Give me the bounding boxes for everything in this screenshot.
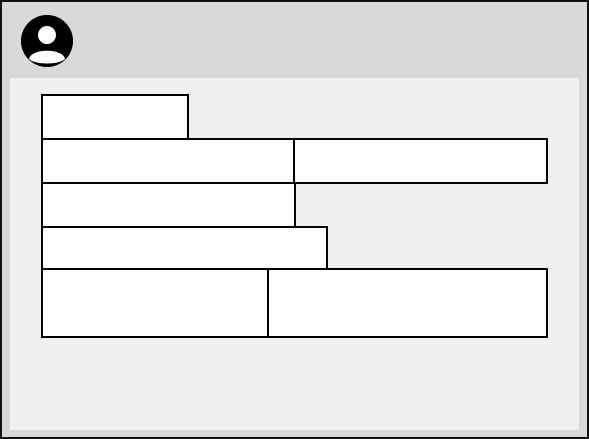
field-7[interactable] <box>267 268 548 338</box>
field-3[interactable] <box>293 138 548 184</box>
field-6-value <box>43 270 268 282</box>
field-4[interactable] <box>41 182 296 228</box>
field-5-value <box>43 228 326 240</box>
field-2[interactable] <box>41 138 296 184</box>
user-silhouette-icon <box>21 15 73 67</box>
user-avatar-icon[interactable] <box>21 15 73 67</box>
field-6[interactable] <box>41 268 270 338</box>
field-3-value <box>295 140 546 152</box>
field-1[interactable] <box>41 94 189 140</box>
field-7-value <box>269 270 546 282</box>
field-5[interactable] <box>41 226 328 271</box>
field-1-value <box>43 96 187 108</box>
field-2-value <box>43 140 294 152</box>
field-4-value <box>43 184 294 196</box>
